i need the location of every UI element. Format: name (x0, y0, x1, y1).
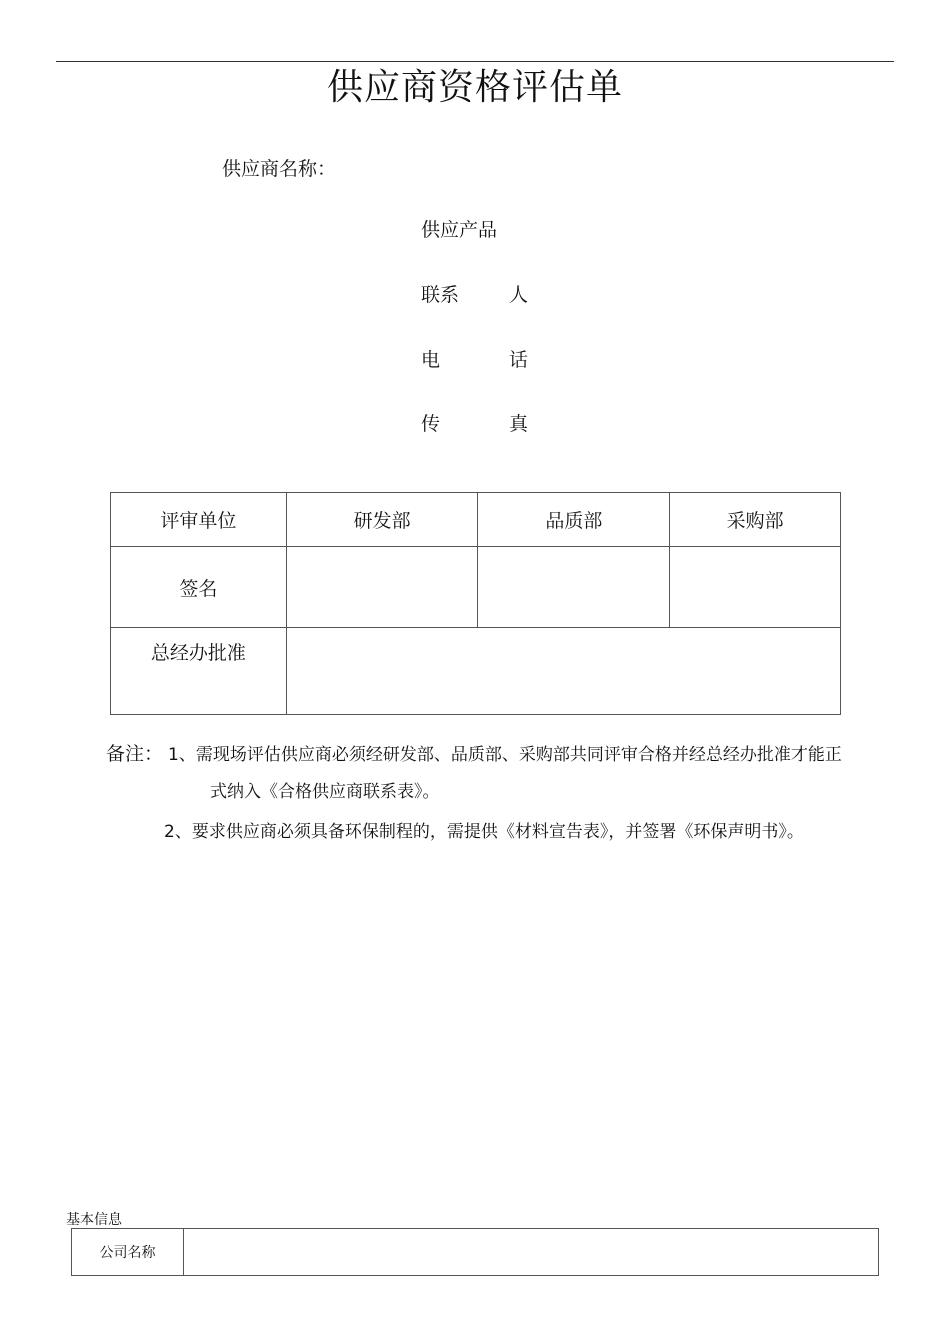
gm-approval-label: 总经办批准 (111, 628, 287, 715)
qa-dept-header: 品质部 (478, 493, 670, 547)
approval-row (111, 628, 841, 715)
note-item-2: 2、要求供应商必须具备环保制程的，需提供《材料宣告表》，并签署《环保声明书》。 (164, 822, 804, 842)
note-item-1-line-1: 1、需现场评估供应商必须经研发部、品质部、采购部共同评审合格并经总经办批准才能正 (168, 745, 842, 765)
purchasing-dept-header: 采购部 (670, 493, 841, 547)
rd-dept-header: 研发部 (286, 493, 478, 547)
phone-label-left: 电 (421, 349, 441, 371)
phone-label-right: 话 (509, 349, 529, 371)
contact-label-right: 人 (509, 284, 529, 306)
review-header-row (111, 493, 841, 547)
supply-product-label: 供应产品 (421, 219, 498, 241)
fax-label-left: 传 (421, 413, 441, 435)
company-name-label: 公司名称 (72, 1229, 184, 1276)
notes-label: 备注： (106, 743, 164, 765)
company-name-row (72, 1229, 879, 1276)
review-unit-header: 评审单位 (111, 493, 287, 547)
rd-signature-cell[interactable] (286, 547, 478, 628)
basic-info-table (71, 1228, 879, 1276)
purchasing-signature-cell[interactable] (670, 547, 841, 628)
top-divider (56, 61, 894, 62)
fax-label-right: 真 (509, 413, 529, 435)
signature-row (111, 547, 841, 628)
contact-label-left: 联系 (421, 284, 460, 306)
page-title: 供应商资格评估单 (326, 67, 623, 108)
gm-approval-cell[interactable] (286, 628, 840, 715)
supplier-name-label: 供应商名称： (222, 158, 337, 180)
note-item-1-line-2: 式纳入《合格供应商联系表》。 (210, 782, 440, 802)
review-table (110, 492, 841, 715)
basic-info-heading: 基本信息 (66, 1212, 122, 1228)
signature-label: 签名 (111, 547, 287, 628)
company-name-field[interactable] (184, 1229, 879, 1276)
qa-signature-cell[interactable] (478, 547, 670, 628)
